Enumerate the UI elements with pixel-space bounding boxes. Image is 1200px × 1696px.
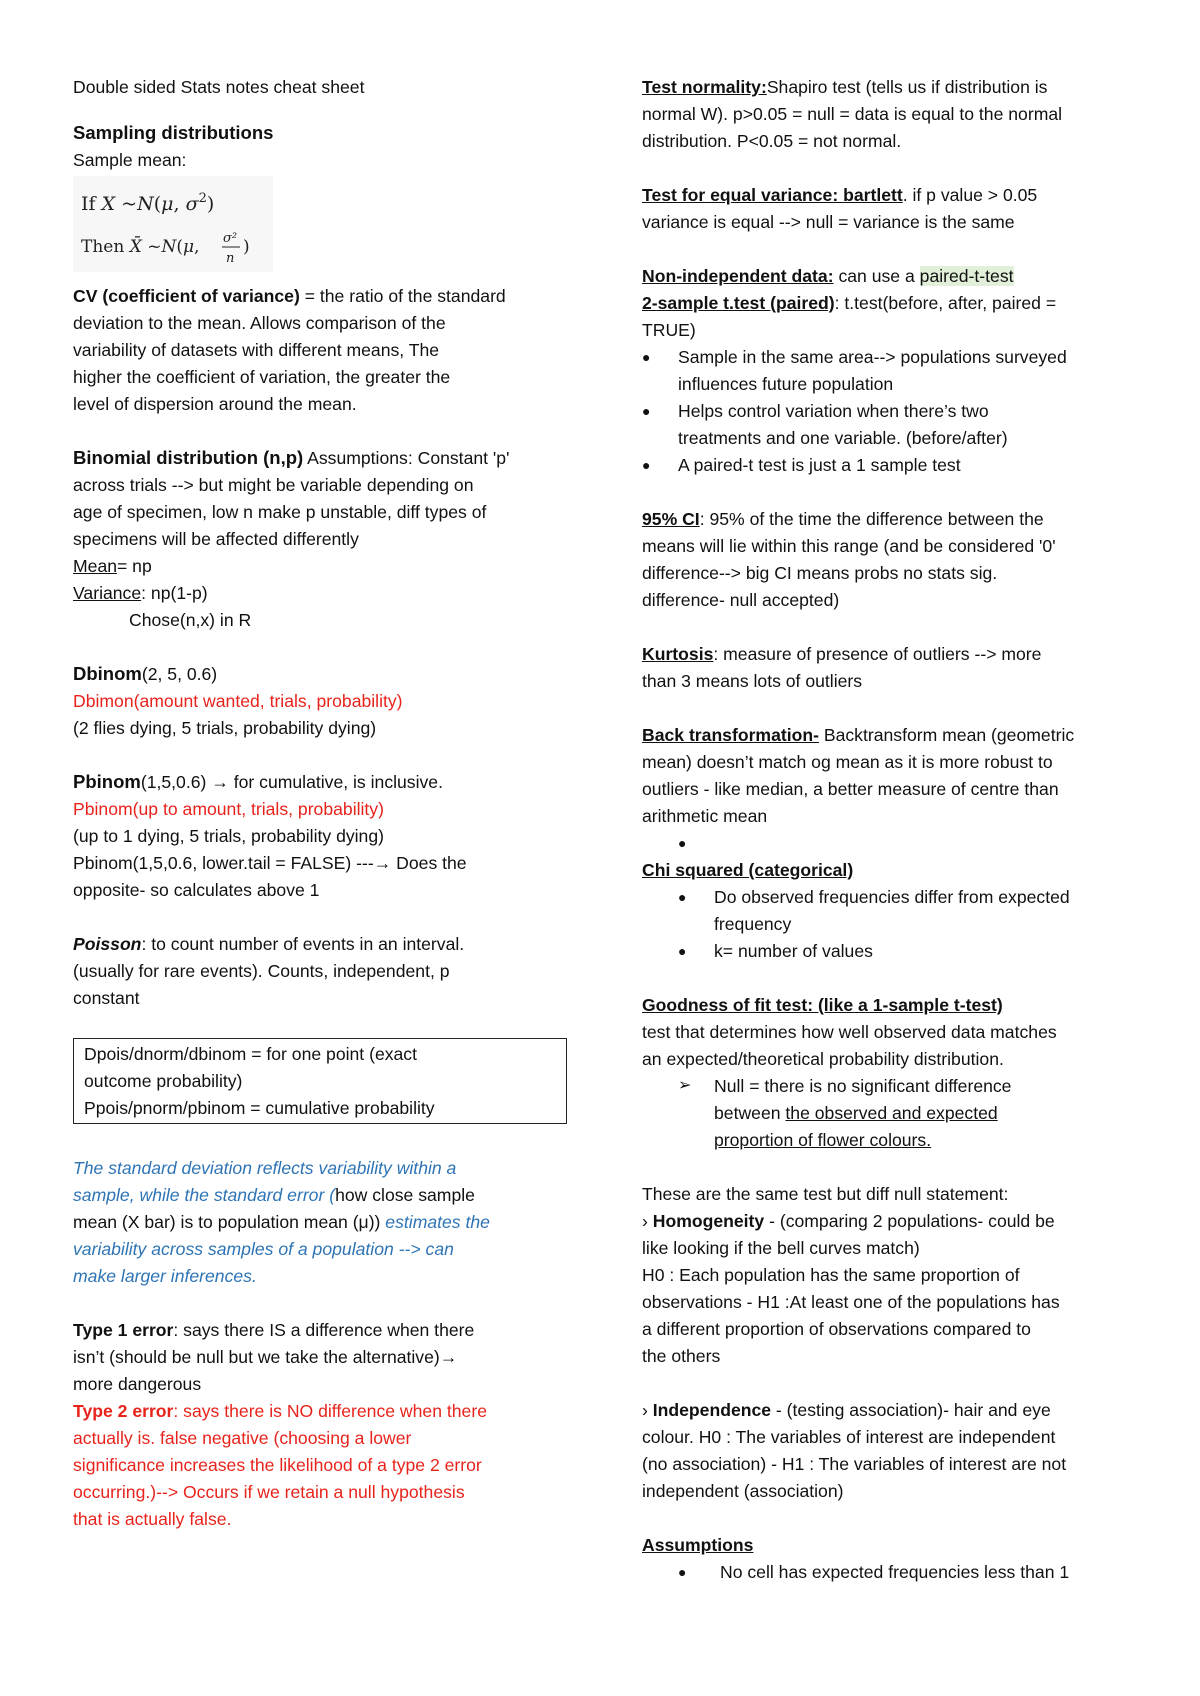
independence-text: (no association) - H1 : The variables of interest are not	[642, 1454, 1067, 1474]
two-sample-text: TRUE)	[642, 320, 696, 340]
svg-text:σ²: σ²	[223, 231, 238, 246]
sd-note: The standard deviation reflects variability within a	[73, 1158, 457, 1178]
mean-value: = np	[117, 556, 152, 576]
type1-text: isn’t (should be null but we take the alternative)→	[73, 1347, 458, 1367]
pbinom-lower-tail: Pbinom(1,5,0.6, lower.tail = FALSE) ---→ Does the	[73, 853, 467, 873]
bullet-icon: ●	[678, 889, 687, 905]
dbinom-example: (2 flies dying, 5 trials, probability dying)	[73, 718, 377, 738]
gof-bullet-text: Null = there is no significant difference	[714, 1076, 1012, 1096]
type2-text: occurring.)--> Occurs if we retain a null hypothesis	[73, 1482, 465, 1502]
pbinom-heading: Pbinom	[73, 771, 141, 792]
paired-bullet-text: influences future population	[678, 374, 894, 394]
kurtosis-text: : measure of presence of outliers --> more	[713, 644, 1042, 664]
dbinom-heading: Dbinom	[73, 663, 142, 684]
poisson-text: (usually for rare events). Counts, independent, p	[73, 961, 450, 981]
bullet-icon: ●	[642, 457, 651, 473]
sd-note: variability across samples of a population --> can	[73, 1239, 454, 1259]
type2-text: : says there is NO difference when there	[173, 1401, 487, 1421]
se-note: mean (X bar) is to population mean (μ))	[73, 1212, 381, 1232]
type1-text: more dangerous	[73, 1374, 202, 1394]
sample-mean-label: Sample mean:	[73, 150, 187, 170]
pbinom-lower-tail: opposite- so calculates above 1	[73, 880, 320, 900]
paired-bullet-text: Helps control variation when there’s two	[678, 401, 989, 421]
goodness-of-fit-text: test that determines how well observed data matches	[642, 1022, 1057, 1042]
equal-variance-text: . if p value > 0.05	[902, 185, 1038, 205]
normality-text: distribution. P<0.05 = not normal.	[642, 131, 902, 151]
equal-variance-heading: Test for equal variance: bartlett	[642, 185, 903, 205]
chi-bullet-text: k= number of values	[714, 941, 873, 961]
two-sample-text: : t.test(before, after, paired =	[834, 293, 1057, 313]
assumptions-bullet-text: No cell has expected frequencies less than 1	[720, 1562, 1070, 1582]
pbinom-example: (up to 1 dying, 5 trials, probability dying)	[73, 826, 384, 846]
type1-heading: Type 1 error	[73, 1320, 174, 1340]
type1-text: : says there IS a difference when there	[173, 1320, 475, 1340]
paired-bullet-text: Sample in the same area--> populations surveyed	[678, 347, 1067, 367]
homogeneity-arrow: ›	[642, 1211, 653, 1231]
svg-text:): )	[243, 237, 250, 257]
cv-text: higher the coefficient of variation, the greater the	[73, 367, 451, 387]
arrow-bullet-icon: ➢	[678, 1077, 692, 1094]
variance-value: : np(1-p)	[141, 583, 208, 603]
pbinom-args: (1,5,0.6) → for cumulative, is inclusive.	[140, 772, 443, 792]
normality-text: Shapiro test (tells us if distribution is	[766, 77, 1048, 97]
binomial-heading: Binomial distribution (n,p)	[73, 447, 304, 468]
bullet-icon: ●	[642, 349, 651, 365]
homogeneity-text: like looking if the bell curves match)	[642, 1238, 920, 1258]
back-transformation-text: Backtransform mean (geometric	[818, 725, 1075, 745]
homogeneity-text: H0 : Each population has the same proportion of	[642, 1265, 1020, 1285]
cv-text: = the ratio of the standard	[299, 286, 506, 306]
mean-label: Mean	[73, 556, 118, 576]
ci-text: : 95% of the time the difference between the	[699, 509, 1044, 529]
independence-text: colour. H0 : The variables of interest are independent	[642, 1427, 1056, 1447]
independence-text: - (testing association)- hair and eye	[771, 1400, 1051, 1420]
normality-text: normal W). p>0.05 = null = data is equal to the normal	[642, 104, 1063, 124]
svg-text:n: n	[226, 251, 235, 266]
independence-text: independent (association)	[642, 1481, 844, 1501]
binomial-text: across trials --> but might be variable depending on	[73, 475, 474, 495]
type2-heading: Type 2 error	[73, 1401, 174, 1421]
homogeneity-heading: Homogeneity	[652, 1211, 765, 1231]
type2-text: actually is. false negative (choosing a lower	[73, 1428, 412, 1448]
dbinom-args: (2, 5, 0.6)	[141, 664, 218, 684]
paired-bullet-text: treatments and one variable. (before/after)	[678, 428, 1008, 448]
svg-text:Then X̄ ~N(μ,: Then X̄ ~N(μ,	[81, 237, 200, 257]
chi-bullet-text: frequency	[714, 914, 792, 934]
kurtosis-heading: Kurtosis	[642, 644, 714, 664]
chose-text: Chose(n,x) in R	[129, 610, 252, 630]
type2-text: significance increases the likelihood of a type 2 error	[73, 1455, 482, 1475]
paired-bullet-text: A paired-t test is just a 1 sample test	[678, 455, 961, 475]
binomial-text: specimens will be affected differently	[73, 529, 359, 549]
document-title: Double sided Stats notes cheat sheet	[73, 77, 365, 97]
sample-mean-formula-image	[73, 176, 273, 272]
dbinom-syntax: Dbimon(amount wanted, trials, probability)	[73, 691, 403, 711]
bullet-icon: ●	[678, 1564, 687, 1580]
equal-variance-text: variance is equal --> null = variance is the same	[642, 212, 1015, 232]
non-independent-heading: Non-independent data:	[642, 266, 834, 286]
homogeneity-text: the others	[642, 1346, 721, 1366]
homogeneity-text: a different proportion of observations compared to	[642, 1319, 1031, 1339]
goodness-of-fit-text: an expected/theoretical probability distribution.	[642, 1049, 1004, 1069]
cv-heading: CV (coefficient of variance)	[73, 286, 300, 306]
cv-text: level of dispersion around the mean.	[73, 394, 357, 414]
summary-box	[73, 1038, 567, 1124]
ci-text: difference--> big CI means probs no stats sig.	[642, 563, 998, 583]
formula-graphic	[73, 176, 273, 272]
binomial-text: age of specimen, low n make p unstable, diff types of	[73, 502, 487, 522]
paired-t-test-highlight: paired-t-test	[919, 266, 1014, 286]
kurtosis-text: than 3 means lots of outliers	[642, 671, 863, 691]
poisson-text: : to count number of events in an interval.	[141, 934, 465, 954]
chi-bullet-text: Do observed frequencies differ from expected	[714, 887, 1070, 907]
independence-heading: Independence	[652, 1400, 772, 1420]
non-independent-text: can use a	[833, 266, 920, 286]
bullet-icon: ●	[678, 835, 687, 851]
gof-bullet-text: the observed and expected	[785, 1103, 998, 1123]
sampling-heading: Sampling distributions	[73, 122, 274, 143]
back-transformation-text: mean) doesn’t match og mean as it is more robust to	[642, 752, 1053, 772]
sd-note: make larger inferences.	[73, 1266, 257, 1286]
cv-text: variability of datasets with different means, The	[73, 340, 440, 360]
bullet-icon: ●	[642, 403, 651, 419]
cv-text: deviation to the mean. Allows comparison of the	[73, 313, 446, 333]
type2-text: that is actually false.	[73, 1509, 232, 1529]
ci-text: difference- null accepted)	[642, 590, 840, 610]
binomial-text: Assumptions: Constant 'p'	[303, 448, 510, 468]
se-note: how close sample	[335, 1185, 475, 1205]
homogeneity-text: observations - H1 :At least one of the populations has	[642, 1292, 1060, 1312]
pbinom-syntax: Pbinom(up to amount, trials, probability)	[73, 799, 384, 819]
two-sample-heading: 2-sample t.test (paired)	[642, 293, 835, 313]
sd-note: sample, while the standard error (	[73, 1185, 336, 1205]
independence-arrow: ›	[642, 1400, 653, 1420]
bullet-icon: ●	[678, 943, 687, 959]
ci-heading: 95% CI	[642, 509, 700, 529]
gof-bullet-text: proportion of flower colours.	[714, 1130, 932, 1150]
variance-label: Variance	[73, 583, 142, 603]
gof-bullet-text: between	[714, 1103, 786, 1123]
box-text: outcome probability)	[84, 1071, 243, 1091]
homogeneity-text: - (comparing 2 populations- could be	[764, 1211, 1055, 1231]
sd-note: estimates the	[380, 1212, 490, 1232]
poisson-text: constant	[73, 988, 140, 1008]
svg-text:If X ~N(μ, σ2): If X ~N(μ, $\sigma^2$)	[81, 191, 215, 215]
poisson-heading: Poisson	[73, 934, 142, 954]
back-transformation-heading: Back transformation-	[642, 725, 819, 745]
assumptions-heading: Assumptions	[642, 1535, 754, 1555]
goodness-of-fit-heading: Goodness of fit test: (like a 1-sample t-test)	[642, 995, 1003, 1015]
back-transformation-text: outliers - like median, a better measure of centre than	[642, 779, 1059, 799]
back-transformation-text: arithmetic mean	[642, 806, 768, 826]
normality-heading: Test normality:	[642, 77, 767, 97]
box-text: Ppois/pnorm/pbinom = cumulative probability	[84, 1098, 435, 1118]
ci-text: means will lie within this range (and be considered '0'	[642, 536, 1056, 556]
same-test-text: These are the same test but diff null statement:	[642, 1184, 1009, 1204]
chi-squared-heading: Chi squared (categorical)	[642, 860, 854, 880]
box-text: Dpois/dnorm/dbinom = for one point (exact	[84, 1044, 417, 1064]
